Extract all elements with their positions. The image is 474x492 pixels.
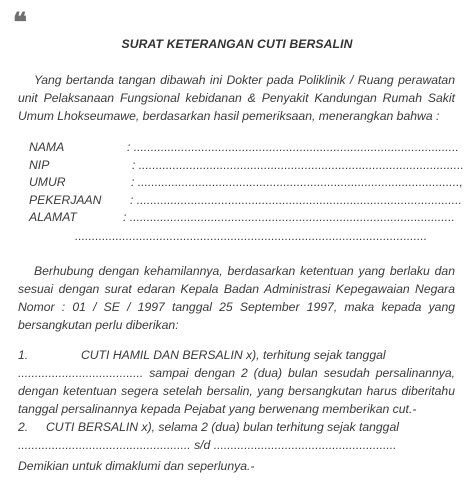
main-paragraph: Berhubung dengan kehamilannya, berdasarkan ketentuan yang berlaku dan sesuai dengan surat edaran Kepala Badan Administrasi Kepegawaian Negara Nomor : 01 / SE / 1997 tanggal 25 September 1997, maka kepada yang bersangkutan perlu diberikan: [18, 264, 455, 332]
list-item-number: 1. [18, 348, 29, 362]
leave-items-list [18, 346, 455, 454]
field-label-umur: UMUR [29, 175, 66, 189]
field-row-nip [29, 156, 464, 174]
intro-paragraph: Yang bertanda tangan dibawah ini Dokter pada Poliklinik / Ruang perawatan unit Pelaksanaan Fungsional kebidanan & Penyakit Kandungan Rumah Sakit Umum Lhokseumawe, berdasarkan hasil pemeriksaan, menerangkan bahwa : [18, 73, 455, 123]
field-value-alamat: : ................................................................................................ [123, 210, 455, 224]
field-value-nama: : ................................................................................................ [127, 140, 459, 154]
field-label-pekerjaan: PEKERJAAN [29, 192, 102, 207]
field-value-pekerjaan: : ................................................................................................ [130, 192, 462, 207]
field-row-pekerjaan [29, 191, 462, 209]
list-item-2 [18, 418, 455, 454]
field-label-nama: NAMA [29, 140, 65, 154]
list-item-heading: CUTI BERSALIN x), selama 2 (dua) bulan terhitung sejak tanggal [46, 420, 399, 434]
document-title: SURAT KETERANGAN CUTI BERSALIN [121, 37, 353, 51]
address-continuation-line: ........................................................................................................ [75, 229, 428, 243]
field-label-nip: NIP [29, 157, 50, 172]
list-item-heading: CUTI HAMIL DAN BERSALIN x), terhitung sejak tanggal [81, 348, 386, 362]
list-item-text: ..................................... sampai dengan 2 (dua) bulan sesudah persalinannya, dengan ketentuan segera setelah bersalin, yang bersangkutan harus diberitahu tanggal persalinannya kepada Pejabat yang berwenang memberikan cut.- [18, 366, 455, 416]
field-value-nip: : ................................................................................................ [132, 157, 464, 172]
closing-line: Demikian untuk dimaklumi dan seperlunya.- [18, 459, 255, 473]
field-value-umur: : ..............................................................................................., [131, 175, 463, 189]
field-row-alamat [29, 208, 455, 226]
field-row-umur [29, 173, 463, 191]
field-row-nama [29, 138, 459, 156]
field-label-alamat: ALAMAT [29, 210, 77, 224]
blockquote-quote-icon: ❝ [13, 8, 24, 38]
list-item-number: 2. [18, 420, 29, 434]
list-item-text: ................................................... s/d ...................................................... [18, 438, 397, 452]
list-item-1 [18, 346, 455, 418]
identity-fields [29, 138, 464, 226]
